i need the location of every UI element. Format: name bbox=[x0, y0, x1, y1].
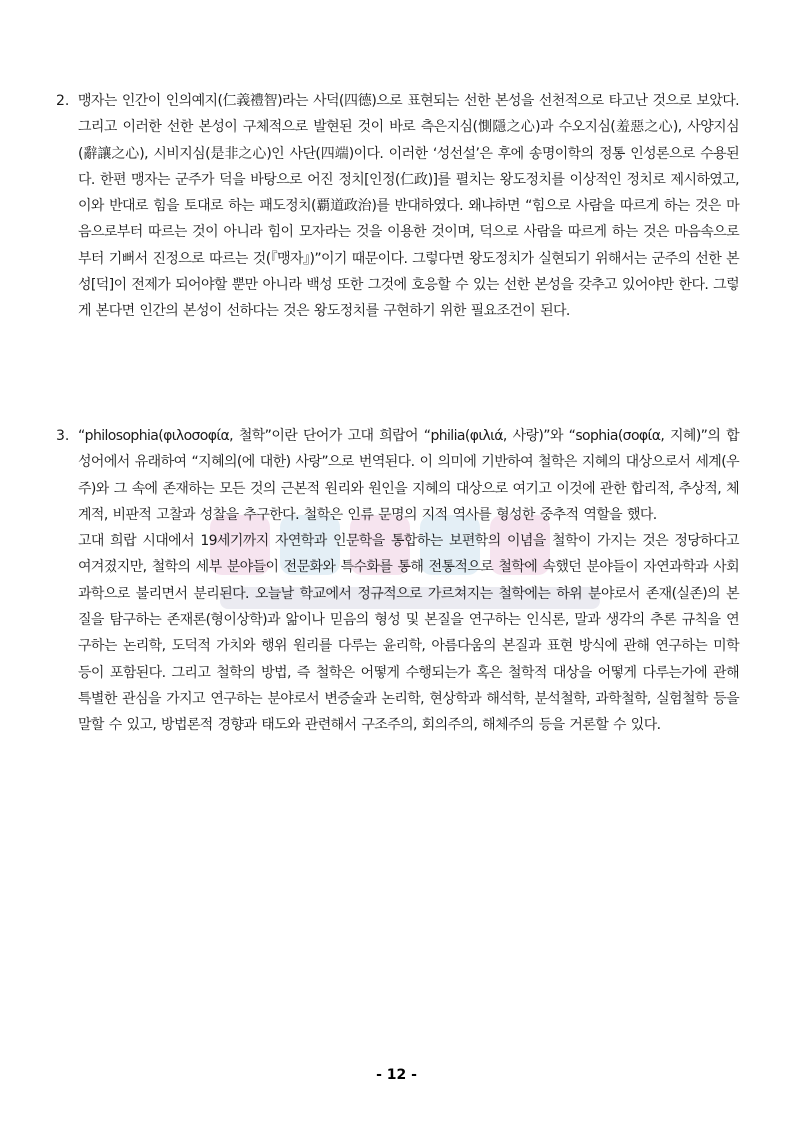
section-number: 3. bbox=[56, 428, 70, 444]
section-paragraph: 고대 희랍 시대에서 19세기까지 자연학과 인문학을 통합하는 보편학의 이념을 철학이 가지는 것은 정당하다고 여겨졌지만, 철학의 세부 분야들이 전문화와 특수화를 통해 전통적으로 철학에 속했던 분야들이 자연과학과 사회과학으로 불리면서 분리된다. 오늘날 학교에서 정규적으로 가르쳐지는 철학에는 하위 분야로서 존재(실존)의 본질을 탐구하는 존재론(형이상학)과 앎이나 믿음의 형성 및 본질을 연구하는 인식론, 말과 생각의 추론 규칙을 연구하는 논리학, 도덕적 가치와 행위 원리를 다루는 윤리학, 아름다움의 본질과 표현 방식에 관해 연구하는 미학 등이 포함된다. 그리고 철학의 방법, 즉 철학은 어떻게 수행되는가 혹은 철학적 대상을 어떻게 다루는가에 관해 특별한 관심을 가지고 연구하는 분야로서 변증술과 논리학, 현상학과 해석학, 분석철학, 과학철학, 실험철학 등을 말할 수 있고, 방법론적 경향과 태도와 관련해서 구조주의, 회의주의, 해체주의 등을 거론할 수 있다. bbox=[78, 533, 739, 734]
section-2 bbox=[56, 88, 739, 325]
section-number: 2. bbox=[56, 93, 70, 109]
section-paragraph: “philosophia(φιλοσοφία, 철학”이란 단어가 고대 희랍어 “philia(φιλιά, 사랑)”와 “sophia(σοφία, 지혜)”의 합성어에서 유래하여 “지혜의(에 대한) 사랑”으로 번역된다. 이 의미에 기반하여 철학은 지혜의 대상으로서 세계(우주)와 그 속에 존재하는 모든 것의 근본적 원리와 원인을 지혜의 대상으로 여기고 이것에 관한 합리적, 추상적, 체계적, 비판적 고찰과 성찰을 추구한다. 철학은 인류 문명의 지적 역사를 형성한 중추적 역할을 했다. bbox=[78, 428, 739, 523]
section-3 bbox=[56, 423, 739, 739]
section-paragraph: 맹자는 인간이 인의예지(仁義禮智)라는 사덕(四德)으로 표현되는 선한 본성을 선천적으로 타고난 것으로 보았다. 그리고 이러한 선한 본성이 구체적으로 발현된 것이 바로 측은지심(惻隱之心)과 수오지심(羞惡之心), 사양지심(辭讓之心), 시비지심(是非之心)인 사단(四端)이다. 이러한 ‘성선설’은 후에 송명이학의 정통 인성론으로 수용된다. 한편 맹자는 군주가 덕을 바탕으로 어진 정치[인정(仁政)]를 펼치는 왕도정치를 이상적인 정치로 제시하였고, 이와 반대로 힘을 토대로 하는 패도정치(覇道政治)를 반대하였다. 왜냐하면 “힘으로 사람을 따르게 하는 것은 마음으로부터 따르는 것이 아니라 힘이 모자라는 것을 이용한 것이며, 덕으로 사람을 따르게 하는 것은 마음속으로부터 기뻐서 진정으로 따르는 것(『맹자』)”이기 때문이다. 그렇다면 왕도정치가 실현되기 위해서는 군주의 선한 본성[덕]이 전제가 되어야할 뿐만 아니라 백성 또한 그것에 호응할 수 있는 선한 본성을 갖추고 있어야만 한다. 그렇게 본다면 인간의 본성이 선하다는 것은 왕도정치를 구현하기 위한 필요조건이 된다. bbox=[78, 93, 739, 320]
page-number: - 12 - bbox=[376, 1067, 417, 1083]
